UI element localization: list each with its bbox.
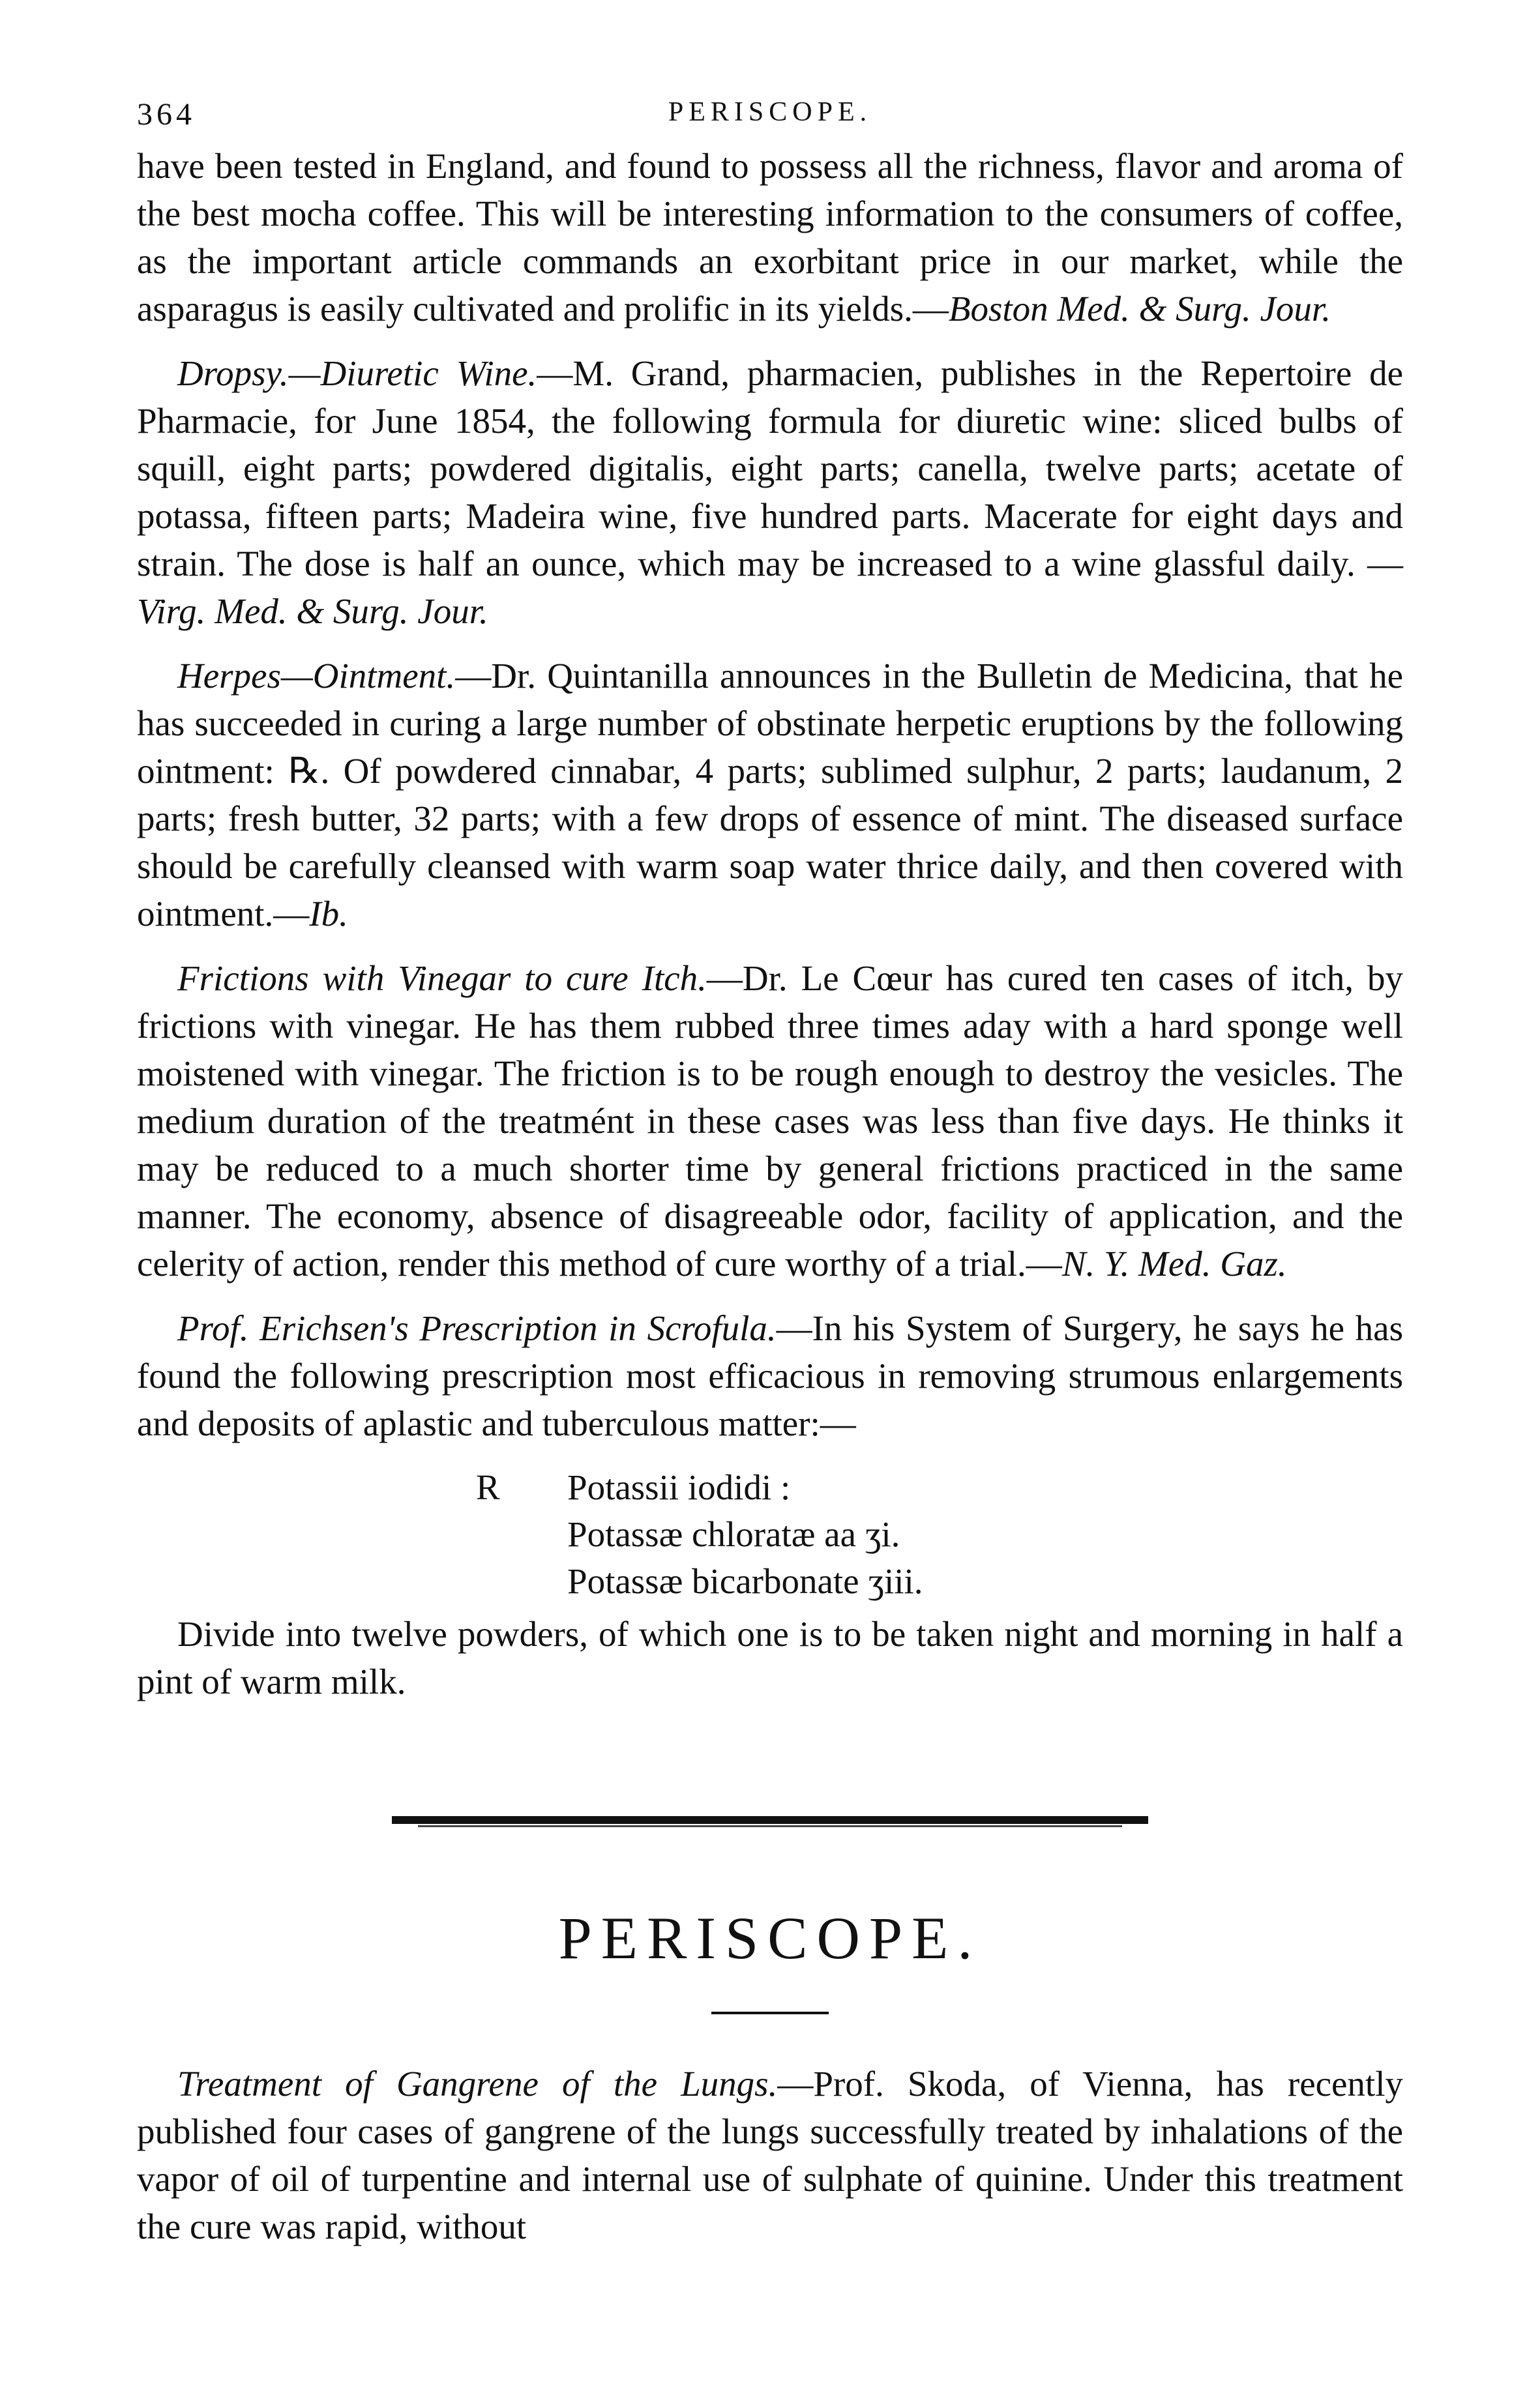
paragraph-herpes xyxy=(137,652,1403,937)
paragraph-text: —Dr. Le Cœur has cured ten cases of itch, by frictions with vinegar. He has them rubbed three times aday with a hard sponge well moistened with vinegar. The friction is to be rough enough to destroy the vesicles. The medium duration of the treatmént in these cases was less than five days. He thinks it may be reduced to a much shorter time by general frictions practiced in the same manner. The economy, absence of disagreeable odor, facility of application, and the celerity of action, render this method of cure worthy of a trial.— xyxy=(137,958,1403,1284)
ingredient-name: Potassii iodidi : xyxy=(567,1467,791,1507)
prescription-ingredient xyxy=(567,1558,923,1605)
paragraph-heading: Prof. Erichsen's Prescription in Scrofula. xyxy=(177,1308,777,1348)
ingredient-dose: ʒiii. xyxy=(868,1561,923,1601)
paragraph-coffee xyxy=(137,142,1403,332)
section-divider xyxy=(392,1816,1148,1824)
paragraph-heading: Dropsy.—Diuretic Wine. xyxy=(177,353,537,393)
paragraph-scrofula xyxy=(137,1304,1403,1447)
prescription-line xyxy=(137,1511,1403,1558)
paragraph-text: —Prof. Skoda, of Vienna, has recently published four cases of gangrene of the lungs successfully treated by inhalations of the vapor of oil of turpentine and internal use of sulphate of quinine. Under this treatment the cure was rapid, without xyxy=(137,2064,1403,2246)
article-body xyxy=(137,142,1403,1705)
running-head xyxy=(137,96,1403,142)
paragraph-heading: Herpes—Ointment. xyxy=(177,656,456,696)
paragraph-dropsy xyxy=(137,349,1403,635)
citation: Ib. xyxy=(309,894,348,933)
paragraph-gangrene xyxy=(137,2060,1403,2250)
paragraph-heading: Frictions with Vinegar to cure Itch. xyxy=(177,958,707,998)
prescription-line xyxy=(137,1464,1403,1511)
section-title: PERISCOPE. xyxy=(558,1905,982,1971)
title-underline xyxy=(711,2012,829,2014)
prescription-ingredient xyxy=(567,1511,900,1558)
prescription-ingredient xyxy=(567,1464,799,1511)
paragraph-text: Divide into twelve powders, of which one is to be taken night and morning in half a pint of warm milk. xyxy=(137,1614,1403,1701)
prescription-line xyxy=(137,1558,1403,1605)
paragraph-heading: Treatment of Gangrene of the Lungs. xyxy=(177,2064,778,2104)
paragraph-text: —In his System of Surgery, he says he has found the following prescription most efficacious in removing strumous enlargements and deposits of aplastic and tuberculous matter:— xyxy=(137,1308,1403,1443)
recipe-symbol: R xyxy=(476,1467,500,1507)
ingredient-dose: ʒi. xyxy=(865,1514,900,1554)
ingredient-name: Potassæ bicarbonate xyxy=(567,1561,859,1601)
citation: N. Y. Med. Gaz. xyxy=(1061,1244,1287,1284)
citation: Virg. Med. & Surg. Jour. xyxy=(137,591,488,631)
paragraph-text: have been tested in England, and found to possess all the richness, flavor and aroma of the best mocha coffee. This will be interesting information to the consumers of coffee, as the important article commands an exorbitant price in our market, while the asparagus is easily cultivated and prolific in its yields.— xyxy=(137,146,1403,329)
paragraph-itch xyxy=(137,954,1403,1287)
ingredient-name: Potassæ chloratæ aa xyxy=(567,1514,856,1554)
article-body-second xyxy=(137,2060,1403,2250)
prescription-block xyxy=(137,1464,1403,1605)
paragraph-text: —M. Grand, pharmacien, publishes in the Repertoire de Pharmacie, for June 1854, the following formula for diuretic wine: sliced bulbs of squill, eight parts; powdered digitalis, eight parts; canella, twelve parts; acetate of potassa, fifteen parts; Madeira wine, five hundred parts. Macerate for eight days and strain. The dose is half an ounce, which may be increased to a wine glassful daily. — xyxy=(137,353,1403,583)
paragraph-text: —Dr. Quintanilla announces in the Bulletin de Medicina, that he has succeeded in curing a large number of obstinate herpetic eruptions by the following ointment: ℞. Of powdered cinnabar, 4 parts; sublimed sulphur, 2 parts; laudanum, 2 parts; fresh butter, 32 parts; with a few drops of essence of mint. The diseased surface should be carefully cleansed with warm soap water thrice daily, and then covered with ointment.— xyxy=(137,656,1403,933)
page-number: 364 xyxy=(137,97,196,132)
citation: Boston Med. & Surg. Jour. xyxy=(948,289,1331,329)
paragraph-directions xyxy=(137,1610,1403,1705)
running-head-title: PERISCOPE. xyxy=(668,97,872,127)
